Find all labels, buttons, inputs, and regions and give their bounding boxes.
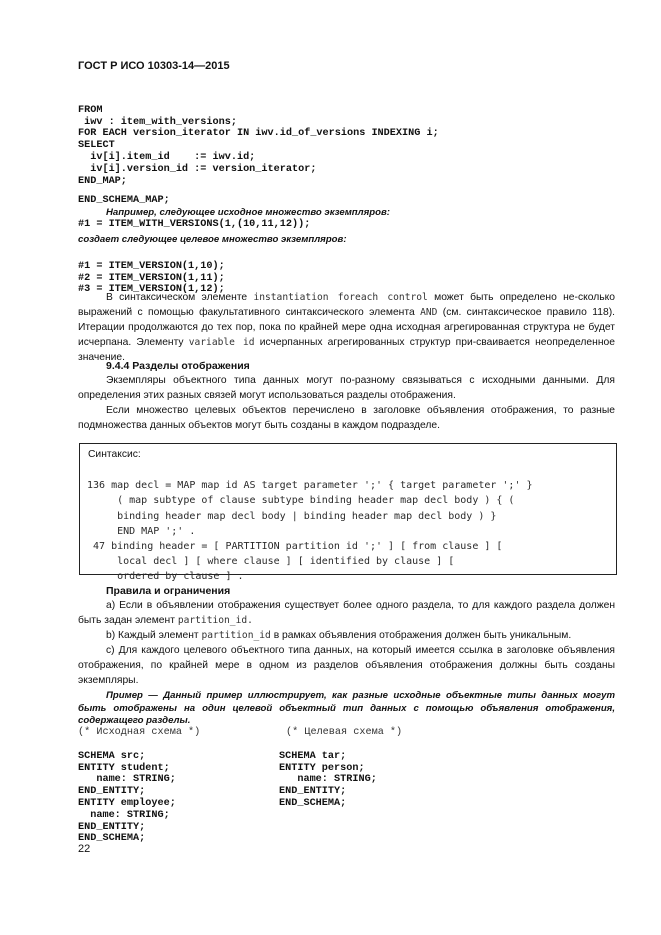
code-line: FOR EACH version_iterator IN iwv.id_of_versions INDEXING i;: [78, 128, 439, 140]
section-heading: [106, 360, 250, 372]
syntax-line: 47 binding header = [ PARTITION partition id ';' ] [ from clause ] [: [87, 541, 503, 553]
code-line: END_SCHEMA;: [78, 833, 146, 845]
example-2-text: Пример — Данный пример иллюстрирует, как разные исходные объектные типы данных могут быть отображены на один целевой объектный тип данных с помощью объявления отображения, содержащего разделы.: [78, 690, 615, 726]
code-line: [78, 187, 439, 195]
rule-text: в рамках объявления отображения должен быть уникальным.: [273, 630, 572, 641]
page-number: 22: [78, 843, 91, 855]
example-source-line: #1 = ITEM_WITH_VERSIONS(1,(10,11,12));: [78, 219, 311, 230]
code-line: #3 = ITEM_VERSION(1,12);: [78, 284, 225, 296]
inline-code: AND: [420, 307, 438, 318]
code-line: ENTITY employee;: [78, 797, 176, 809]
code-line: END_SCHEMA_MAP;: [78, 195, 170, 207]
para-text: может быть определено не-сколько выражений с помощью факультативного синтаксического элемента: [78, 292, 615, 318]
code-line: iwv : item_with_versions;: [78, 116, 237, 128]
code-line: name: STRING;: [279, 774, 377, 786]
inline-code: variable id: [188, 337, 255, 348]
code-line: ENTITY person;: [279, 762, 365, 774]
rule-text: а) Если в объявлении отображения существует более одного раздела, то для каждого раздела должен быть задан элемент: [78, 600, 615, 626]
para-text: В синтаксическом элементе: [106, 292, 248, 303]
code-line: END_ENTITY;: [78, 821, 146, 833]
syntax-line: binding header map decl body | binding header map decl body ) }: [87, 510, 497, 522]
section-paragraph-2: Если множество целевых объектов перечислено в заголовке объявления отображения, то разные подмножества данных объектов могут быть созданы в каждом подразделе.: [78, 405, 615, 431]
code-line: ENTITY student;: [78, 762, 170, 774]
code-block-map-end: [78, 93, 439, 219]
rule-c: с) Для каждого целевого объектного типа данных, на который имеется ссылка в заголовке объявления отображения, по крайней мере в одном из разделов объявления отображения должны быть созданы экземпляры.: [78, 645, 615, 686]
code-line: #1 = ITEM_VERSION(1,10);: [78, 260, 225, 272]
code-line: iv[i].item_id := iwv.id;: [78, 151, 256, 163]
inline-code: instantiation foreach control: [253, 292, 428, 303]
rules-heading: Правила и ограничения: [106, 585, 231, 597]
code-line: name: STRING;: [78, 809, 170, 821]
section-title: Разделы отображения: [132, 360, 250, 372]
syntax-box: [79, 443, 617, 583]
code-line: name: STRING;: [78, 774, 176, 786]
syntax-line: END MAP ';' .: [87, 525, 196, 537]
code-line: SCHEMA tar;: [279, 750, 347, 762]
code-line: END_ENTITY;: [78, 786, 146, 798]
left-schema-code: [78, 739, 176, 857]
code-line: #2 = ITEM_VERSION(1,11);: [78, 272, 225, 284]
example-source-label: Например, следующее исходное множество экземпляров:: [106, 207, 390, 218]
rule-b: [78, 628, 615, 643]
right-schema-code: [279, 739, 377, 822]
para-text: (см. синтаксическое правило 118). Итерации продолжаются до тех пор, пока по крайней мере одна исходная агрегированная структура не будет исчерпана. Элементу: [78, 307, 615, 348]
syntax-line: local decl ] [ where clause ] [ identified by clause ] [: [87, 556, 455, 568]
code-line: END_SCHEMA;: [279, 797, 347, 809]
syntax-line: ordered by clause ] .: [87, 571, 244, 583]
syntax-label: Синтаксис:: [88, 449, 141, 460]
inline-code: partition_id.: [177, 615, 253, 626]
document-header: ГОСТ Р ИСО 10303-14—2015: [78, 60, 230, 72]
right-schema-comment: (* Целевая схема *): [286, 727, 403, 738]
code-line: END_MAP;: [78, 175, 127, 187]
rule-a: [78, 598, 615, 628]
left-schema-comment: (* Исходная схема *): [78, 727, 201, 738]
section-number: 9.4.4: [106, 360, 130, 372]
syntax-line: 136 map decl = MAP map id AS target parameter ';' { target parameter ';' }: [87, 480, 533, 492]
section-paragraph-1: Экземпляры объектного типа данных могут по-разному связываться с исходными данными. Для определения этих разных связей могут использоваться разделы отображения.: [78, 375, 615, 401]
syntax-line: ( map subtype of clause subtype binding header map decl body ) { (: [87, 495, 515, 507]
code-line: SELECT: [78, 140, 115, 152]
code-line: END_ENTITY;: [279, 786, 347, 798]
inline-code: partition_id: [201, 630, 271, 641]
rule-text: b) Каждый элемент: [106, 630, 199, 641]
code-line: iv[i].version_id := version_iterator;: [78, 163, 317, 175]
paragraph-foreach-control: [78, 290, 615, 365]
example-target-label: создает следующее целевое множество экземпляров:: [78, 234, 347, 245]
code-line: SCHEMA src;: [78, 750, 146, 762]
code-line: FROM: [78, 104, 103, 116]
para-text: исчерпанных агрегированных структур при-сваивается неопределенное значение.: [78, 337, 615, 363]
